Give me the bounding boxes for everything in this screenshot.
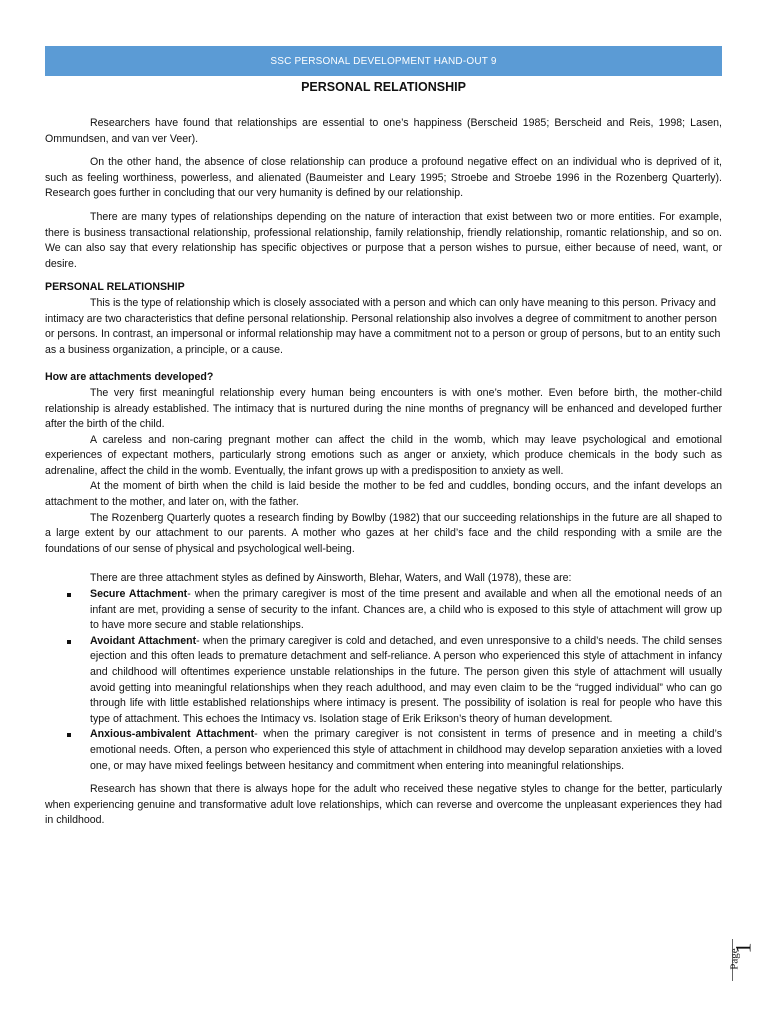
handout-banner bbox=[45, 46, 722, 76]
attachment-styles-list bbox=[45, 587, 722, 774]
style-description: - when the primary caregiver is not consistent in terms of presence and in meeting a child’s emotional needs. Often, a person who experienced this style of attachment in childhood may develop separation anxieties with a loved one, or may have mixed feelings between hesitancy and commitment when entering into meaningful relationships. bbox=[90, 728, 723, 772]
section-heading-attachments: How are attachments developed? bbox=[45, 371, 214, 384]
bullet-icon bbox=[67, 733, 71, 737]
page-number: 1 bbox=[730, 942, 756, 954]
document-body bbox=[45, 116, 722, 837]
attachment-styles-intro: There are three attachment styles as defined by Ainsworth, Blehar, Waters, and Wall (1978), these are: bbox=[90, 572, 572, 585]
attachments-paragraph-3: At the moment of birth when the child is laid beside the mother to be fed and cuddles, bonding occurs, and the infant develops an attachment to the mother, and later on, with the father. bbox=[45, 480, 722, 509]
list-item bbox=[45, 634, 722, 728]
style-description: - when the primary caregiver is most of the time present and available and when all the emotional needs of an infant are met, providing a sense of security to the infant. Chances are, a child who is exposed to this style of attachment will grow up to have more secure and stable relationships. bbox=[90, 588, 722, 632]
intro-paragraph-3: There are many types of relationships depending on the nature of interaction that exist between two or more entities. For example, there is business transactional relationship, professional relationship, family relationship, friendly relationship, romantic relationship, and so on. We can also say that every relationship has specific objectives or purpose that a person wishes to pursue, either because of need, want, or desire. bbox=[45, 210, 722, 270]
bullet-icon bbox=[67, 593, 71, 597]
section-heading-personal-relationship: PERSONAL RELATIONSHIP bbox=[45, 281, 185, 294]
intro-paragraph-2: On the other hand, the absence of close relationship can produce a profound negative effect on an individual who is deprived of it, such as feeling worthiness, powerless, and alienated (Baumeister and Leary 1995; Stroebe and Stroebe 1996 in the Rozenberg Quarterly). Research goes further in concluding that our very humanity is defined by our relationship. bbox=[45, 156, 722, 200]
page-label: Page bbox=[728, 948, 741, 970]
page-title: PERSONAL RELATIONSHIP bbox=[301, 80, 466, 94]
attachments-paragraph-2: A careless and non-caring pregnant mother can affect the child in the womb, which may leave psychological and emotional experiences of expectant mothers, particularly strong emotions such as anger or anxiety, which produce chemicals in the body such as adrenaline, affect the child in the womb. Eventually, the infant grows up with a predisposition to anxiety as well. bbox=[45, 433, 722, 477]
list-item bbox=[45, 587, 722, 634]
bullet-icon bbox=[67, 640, 71, 644]
style-term: Secure Attachment bbox=[90, 588, 188, 601]
page-number-block bbox=[728, 935, 754, 981]
closing-paragraph: Research has shown that there is always hope for the adult who received these negative styles to change for the better, particularly when experiencing genuine and transformative adult love relationships, which can reverse and overcome the unpleasant experiences they had in childhood. bbox=[45, 783, 722, 827]
list-item bbox=[45, 727, 722, 774]
style-term: Avoidant Attachment bbox=[90, 634, 197, 647]
attachments-paragraph-1: The very first meaningful relationship every human being encounters is with one’s mother. Even before birth, the mother-child relationship is already established. The intimacy that is nurtured during the nine months of pregnancy will be enhanced and developed further after the birth of the child. bbox=[45, 386, 722, 431]
banner-text: SSC PERSONAL DEVELOPMENT HAND-OUT 9 bbox=[270, 55, 497, 67]
attachments-paragraph-4: The Rozenberg Quarterly quotes a research finding by Bowlby (1982) that our succeeding relationships in the future are all shaped to a large extent by our attachment to our parents. A mother who gazes at her child’s face and the child responding with a smile are the foundations of our sense of physical and psychological well-being. bbox=[45, 511, 722, 555]
style-description: - when the primary caregiver is cold and detached, and even unresponsive to a child’s needs. The child senses ejection and this often leads to premature detachment and self-reliance. A person who experienced this style of attachment in infancy and childhood will oftentimes experience unstable relationships in the future. The person given this style of attachment will usually avoid getting into meaningful relationships when they reach adulthood, and may even claim to be the “rugged individual” who can go through life with little established relationships where intimacy is present. The possibility of isolation is real for people who have this type of attachment. This echoes the Intimacy vs. Isolation stage of Erik Erikson’s theory of human development. bbox=[90, 634, 722, 725]
style-term: Anxious-ambivalent Attachment bbox=[90, 728, 255, 741]
intro-paragraph-1: Researchers have found that relationships are essential to one’s happiness (Berscheid 1985; Berscheid and Reis, 1998; Lasen, Ommundsen, and van ver Veer). bbox=[45, 117, 722, 145]
personal-relationship-paragraph: This is the type of relationship which is closely associated with a person and which can only have meaning to this person. Privacy and intimacy are two characteristics that define personal relationship. Personal relationship also involves a degree of commitment to another person or persons. In contrast, an impersonal or informal relationship may have a commitment not to a person or group of persons, but to an entity such as a business organization, a principle, or a cause. bbox=[45, 296, 721, 356]
